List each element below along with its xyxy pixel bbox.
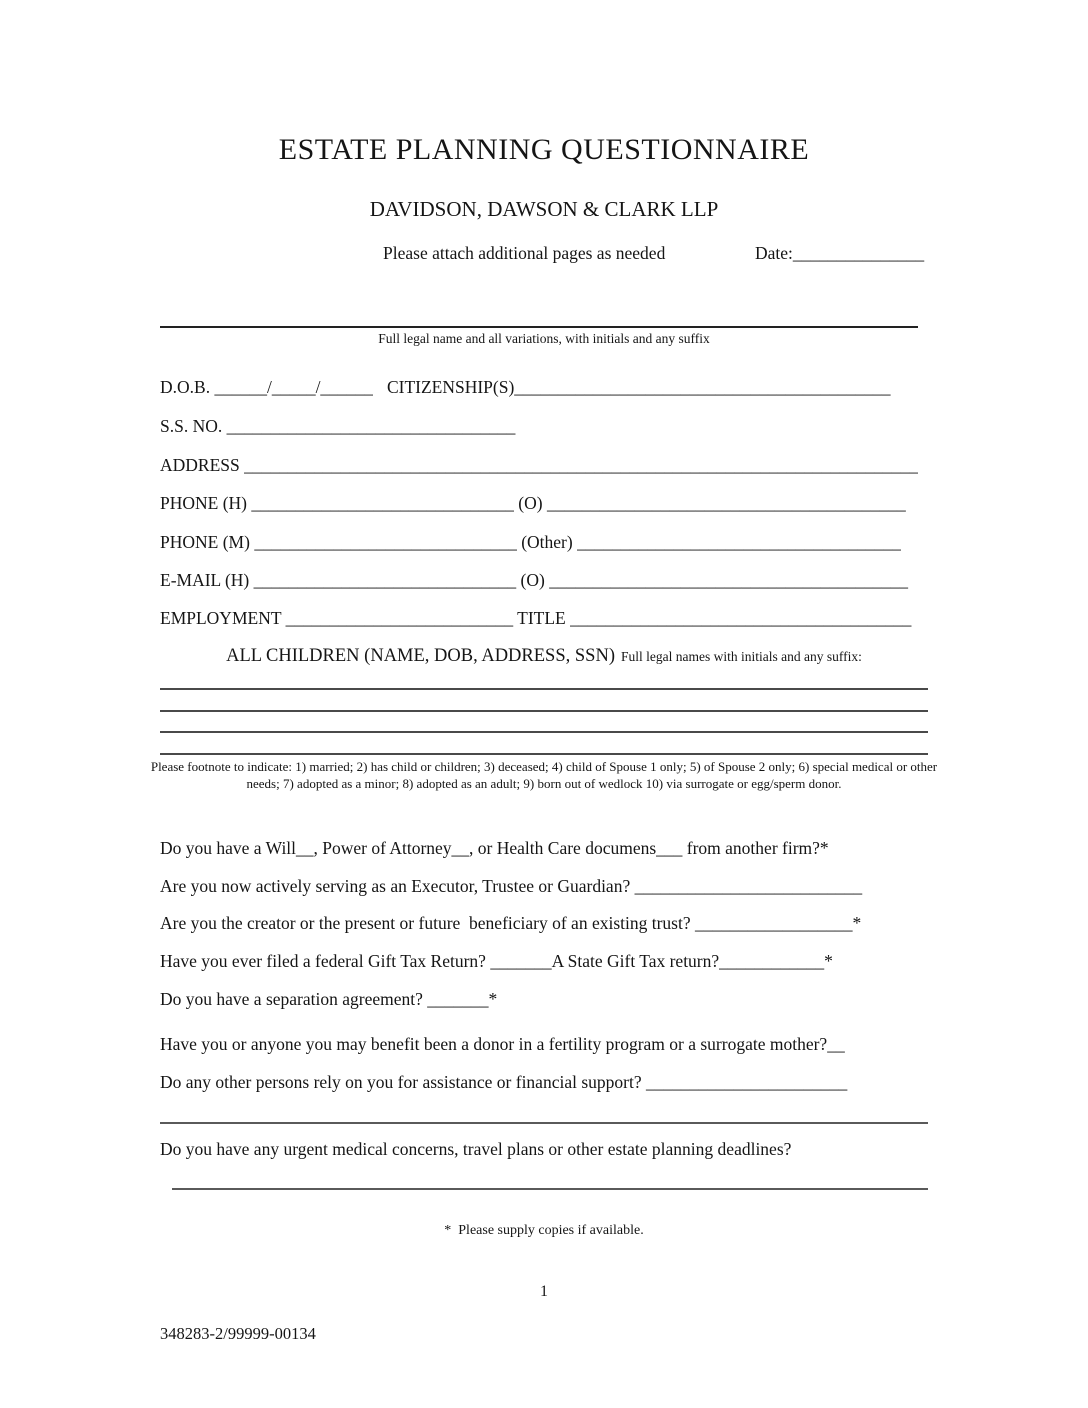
phone-mobile-row <box>160 532 928 556</box>
page-number: 1 <box>540 1283 548 1300</box>
dob-label: D.O.B. <box>160 377 215 397</box>
children-section-heading <box>0 646 1088 667</box>
phone-other-label: (Other) <box>516 532 578 552</box>
ssn-blank[interactable]: _________________________________ <box>226 416 516 436</box>
phone-mobile-blank[interactable]: ______________________________ <box>254 532 517 552</box>
question-other-firm-documents: Do you have a Will__, Power of Attorney__, or Health Care documens___ from another firm?* <box>160 838 829 858</box>
phone-office-label: (O) <box>513 493 547 513</box>
question-financial-support: Do any other persons rely on you for assistance or financial support? _______________________ <box>160 1072 848 1092</box>
phone-office-blank[interactable]: _________________________________________ <box>546 493 906 513</box>
job-title-label: TITLE <box>513 608 571 628</box>
children-entry-line[interactable] <box>160 710 928 712</box>
phone-mobile-label: PHONE (M) <box>160 532 255 552</box>
full-name-entry-line[interactable] <box>160 326 918 328</box>
citizenship-label: CITIZENSHIP(S) <box>386 377 515 397</box>
firm-name: DAVIDSON, DAWSON & CLARK LLP <box>369 197 719 221</box>
ssn-row <box>160 416 928 440</box>
address-row <box>160 455 928 479</box>
children-entry-line[interactable] <box>160 753 928 755</box>
email-home-label: E-MAIL (H) <box>160 570 254 590</box>
employment-label: EMPLOYMENT <box>160 608 286 628</box>
name-line-caption: Full legal name and all variations, with initials and any suffix <box>378 331 710 346</box>
children-footnote: Please footnote to indicate: 1) married; 2) has child or children; 3) deceased; 4) child of Spouse 1 only; 5) of Spouse 2 only; 6) special medical or other needs; 7) adopted as a minor; 8) adopted as an adult; 9) born out of wedlock 10) via surrogate or egg/sperm donor. <box>150 759 938 791</box>
citizenship-blank[interactable]: ___________________________________________ <box>514 377 891 397</box>
children-heading-note: Full legal names with initials and any suffix: <box>621 649 862 664</box>
asterisk-note: * Please supply copies if available. <box>444 1223 644 1238</box>
email-office-label: (O) <box>516 570 550 590</box>
email-row <box>160 570 928 594</box>
date-blank[interactable]: _______________ <box>792 243 925 263</box>
question-existing-trust: Are you the creator or the present or future beneficiary of an existing trust? __________________* <box>160 913 862 933</box>
address-label: ADDRESS <box>160 455 245 475</box>
children-entry-line[interactable] <box>160 731 928 733</box>
job-title-blank[interactable]: _______________________________________ <box>570 608 912 628</box>
employment-row <box>160 608 928 632</box>
phone-other-blank[interactable]: _____________________________________ <box>577 532 901 552</box>
question-urgent-concerns: Do you have any urgent medical concerns, travel plans or other estate planning deadlines? <box>160 1139 792 1159</box>
question-fertility-surrogate: Have you or anyone you may benefit been a donor in a fertility program or a surrogate mother?__ <box>160 1034 845 1054</box>
date-field <box>755 243 924 264</box>
document-number: 348283-2/99999-00134 <box>160 1324 316 1343</box>
phone-home-row <box>160 493 928 517</box>
employment-blank[interactable]: __________________________ <box>285 608 514 628</box>
attach-date-row <box>0 243 1088 267</box>
phone-home-label: PHONE (H) <box>160 493 252 513</box>
phone-home-blank[interactable]: ______________________________ <box>251 493 514 513</box>
answer-line[interactable] <box>172 1188 928 1190</box>
email-home-blank[interactable]: ______________________________ <box>253 570 517 590</box>
children-entry-line[interactable] <box>160 688 928 690</box>
address-blank[interactable]: _____________________________________________________________________________ <box>244 455 918 475</box>
email-office-blank[interactable]: _________________________________________ <box>549 570 908 590</box>
page-title: ESTATE PLANNING QUESTIONNAIRE <box>278 133 810 166</box>
dob-citizenship-row <box>160 377 928 401</box>
answer-line[interactable] <box>160 1122 928 1124</box>
attach-note: Please attach additional pages as needed <box>383 243 666 263</box>
date-label: Date: <box>755 243 793 263</box>
children-heading-main: ALL CHILDREN (NAME, DOB, ADDRESS, SSN) <box>226 646 615 666</box>
question-executor-trustee-guardian: Are you now actively serving as an Executor, Trustee or Guardian? __________________________ <box>160 876 863 896</box>
question-gift-tax-returns: Have you ever filed a federal Gift Tax Return? _______A State Gift Tax return?____________* <box>160 951 833 971</box>
ssn-label: S.S. NO. <box>160 416 227 436</box>
question-separation-agreement: Do you have a separation agreement? _______* <box>160 989 498 1009</box>
dob-blank[interactable]: ______/_____/______ <box>214 377 373 397</box>
